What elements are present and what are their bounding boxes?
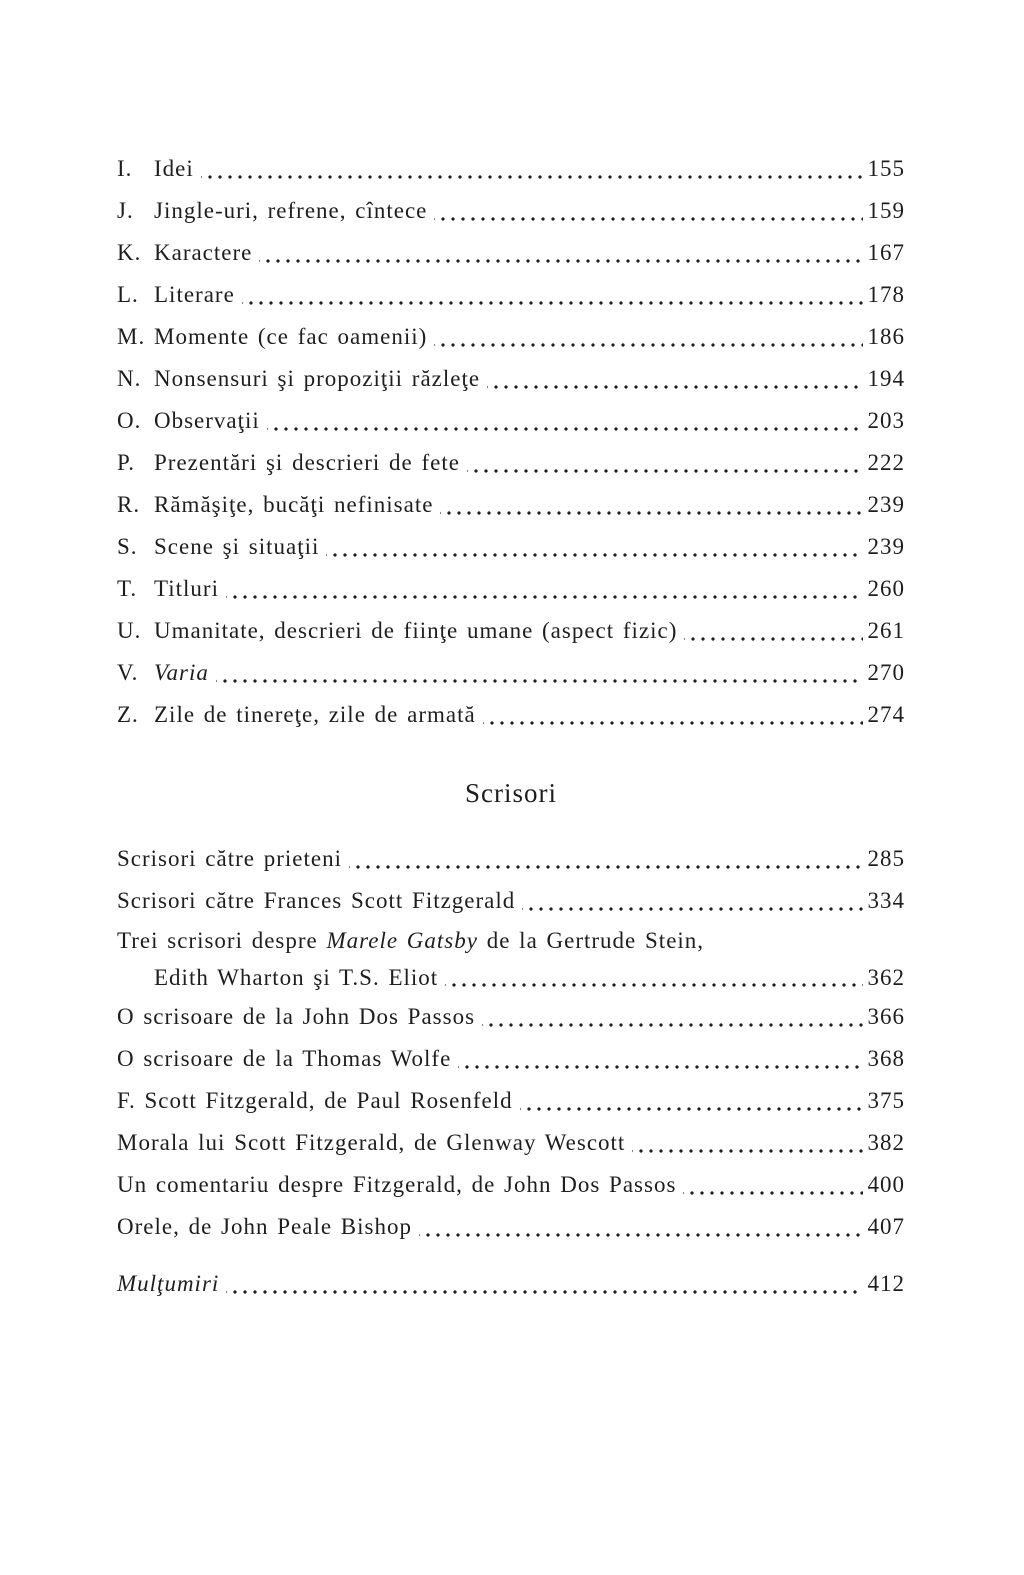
toc-entry-page: 159 (867, 198, 905, 223)
toc-entry-label: T. (117, 576, 138, 601)
toc-entry-title (117, 838, 342, 880)
toc-entry-title (117, 1263, 219, 1305)
dot-leader (419, 1206, 863, 1248)
toc-entry-page: 203 (867, 408, 905, 433)
dot-leader (522, 880, 862, 922)
dot-leader (684, 610, 862, 652)
title-segment: Morala lui Scott Fitzgerald, de Glenway Wescott (117, 1130, 626, 1155)
toc-entry-page: 285 (867, 846, 905, 871)
toc-entry-title (154, 652, 209, 694)
dot-leader (482, 996, 862, 1038)
title-segment: Trei scrisori despre (117, 928, 327, 953)
toc-entry-title (154, 442, 460, 484)
toc-entry-title (117, 996, 475, 1038)
toc-entry-title (117, 1206, 412, 1248)
dot-leader (467, 442, 863, 484)
toc-entry-page: 270 (867, 660, 905, 685)
dot-leader (632, 1122, 862, 1164)
toc-entry-label: K. (117, 240, 142, 265)
title-segment: O scrisoare de la John Dos Passos (117, 1004, 476, 1029)
toc-entry (117, 1206, 905, 1248)
toc-entry-page: 260 (867, 576, 905, 601)
dot-leader (445, 959, 862, 996)
toc-entry-page: 366 (867, 1004, 905, 1029)
title-segment: F. Scott Fitzgerald, de Paul Rosenfeld (117, 1088, 513, 1113)
title-segment: Marele Gatsby (326, 928, 478, 953)
toc-entry-page: 186 (867, 324, 905, 349)
toc-entry-title (154, 484, 433, 526)
toc-entry (117, 316, 905, 358)
toc-entry (117, 996, 905, 1038)
title-segment: Varia (154, 660, 209, 685)
dot-leader (326, 526, 862, 568)
dot-leader (487, 358, 862, 400)
toc-entry-page: 375 (867, 1088, 905, 1113)
toc-entry-title (154, 190, 427, 232)
toc-entry-title (154, 358, 480, 400)
dot-leader (440, 484, 862, 526)
dot-leader (226, 1263, 862, 1305)
dot-leader (259, 232, 862, 274)
toc-entry (117, 1122, 905, 1164)
toc-entry (117, 922, 905, 959)
toc-entry-title (154, 316, 427, 358)
dot-leader (349, 838, 863, 880)
toc-entry-page: 400 (867, 1172, 905, 1197)
toc-entry-title (154, 148, 194, 190)
toc-entry-title (117, 1038, 451, 1080)
toc-entry-title (154, 694, 476, 736)
toc-entry (117, 694, 905, 736)
title-segment: Idei (154, 156, 194, 181)
dot-leader (267, 400, 863, 442)
toc-entry (117, 274, 905, 316)
title-segment: Literare (154, 282, 235, 307)
toc-scrisori-section (117, 838, 905, 1305)
dot-leader (683, 1164, 862, 1206)
section-heading-scrisori: Scrisori (465, 778, 557, 808)
title-segment: Scene şi situaţii (154, 534, 320, 559)
toc-entry-title (154, 568, 219, 610)
toc-entry-label: I. (117, 156, 133, 181)
toc-entry-title (154, 610, 677, 652)
toc-entry-title (117, 880, 515, 922)
toc-entry-page: 222 (867, 450, 905, 475)
dot-leader (242, 274, 863, 316)
toc-entry (117, 959, 905, 996)
toc-entry-page: 261 (867, 618, 905, 643)
toc-entry (117, 526, 905, 568)
title-segment: Jingle-uri, refrene, cîntece (154, 198, 428, 223)
toc-entry-page: 412 (867, 1271, 905, 1296)
title-segment: Titluri (154, 576, 219, 601)
toc-entry-label: Z. (117, 702, 139, 727)
dot-leader (483, 694, 863, 736)
dot-leader (226, 568, 863, 610)
toc-entry (117, 1038, 905, 1080)
toc-entry-label: M. (117, 324, 146, 349)
toc-entry-title (117, 1122, 625, 1164)
dot-leader (201, 148, 863, 190)
toc-entry (117, 484, 905, 526)
toc-entry-label: U. (117, 618, 142, 643)
dot-leader (434, 316, 862, 358)
dot-leader (216, 652, 863, 694)
toc-entry-page: 274 (867, 702, 905, 727)
toc-entry-label: S. (117, 534, 138, 559)
toc-entry-label: R. (117, 492, 141, 517)
toc-entry-title (117, 922, 704, 959)
title-segment: O scrisoare de la Thomas Wolfe (117, 1046, 452, 1071)
toc-entry-page: 407 (867, 1214, 905, 1239)
toc-entry-title (154, 526, 319, 568)
title-segment: Observaţii (154, 408, 260, 433)
title-segment: Umanitate, descrieri de fiinţe umane (aspect fizic) (154, 618, 678, 643)
toc-entry-page: 194 (867, 366, 905, 391)
toc-entry-label: O. (117, 408, 142, 433)
title-segment: Un comentariu despre Fitzgerald, de John Dos Passos (117, 1172, 677, 1197)
toc-entry (117, 358, 905, 400)
toc-entry (117, 568, 905, 610)
toc-entry (117, 1164, 905, 1206)
toc-entry (117, 400, 905, 442)
title-segment: Karactere (154, 240, 253, 265)
toc-entry-label: J. (117, 198, 134, 223)
toc-entry-title (154, 274, 235, 316)
dot-leader (434, 190, 862, 232)
toc-entry-title (117, 1164, 676, 1206)
toc-entry (117, 190, 905, 232)
toc-entry-page: 334 (867, 888, 905, 913)
title-segment: Nonsensuri şi propoziţii răzleţe (154, 366, 481, 391)
toc-entry (117, 232, 905, 274)
toc-entry-title (117, 1080, 513, 1122)
title-segment: Zile de tinereţe, zile de armată (154, 702, 476, 727)
title-segment: Scrisori către prieteni (117, 846, 342, 871)
toc-entry-page: 362 (867, 965, 905, 990)
title-segment: Edith Wharton şi T.S. Eliot (154, 965, 439, 990)
toc-alphabetical-section (117, 148, 905, 736)
toc-entry-title (154, 400, 260, 442)
toc-entry-title (154, 232, 252, 274)
toc-entry-page: 239 (867, 492, 905, 517)
toc-entry-page: 167 (867, 240, 905, 265)
toc-entry-title (117, 959, 438, 996)
toc-entry-page: 368 (867, 1046, 905, 1071)
toc-entry (117, 1263, 905, 1305)
toc-entry-page: 239 (867, 534, 905, 559)
toc-entry (117, 652, 905, 694)
title-segment: Rămăşiţe, bucăţi nefinisate (154, 492, 434, 517)
title-segment: Orele, de John Peale Bishop (117, 1214, 412, 1239)
toc-entry-label: P. (117, 450, 135, 475)
title-segment: Prezentări şi descrieri de fete (154, 450, 460, 475)
toc-entry-page: 155 (867, 156, 905, 181)
toc-entry (117, 442, 905, 484)
toc-entry (117, 880, 905, 922)
dot-leader (458, 1038, 862, 1080)
toc-entry (117, 1080, 905, 1122)
toc-entry-label: N. (117, 366, 142, 391)
title-segment: Scrisori către Frances Scott Fitzgerald (117, 888, 516, 913)
title-segment: de la Gertrude Stein, (477, 928, 705, 953)
dot-leader (520, 1080, 863, 1122)
toc-entry (117, 838, 905, 880)
toc-entry-label: L. (117, 282, 139, 307)
title-segment: Mulţumiri (117, 1271, 220, 1296)
toc-entry-page: 382 (867, 1130, 905, 1155)
toc-entry-page: 178 (867, 282, 905, 307)
toc-entry (117, 148, 905, 190)
title-segment: Momente (ce fac oamenii) (154, 324, 428, 349)
toc-entry (117, 610, 905, 652)
toc-entry-label: V. (117, 660, 139, 685)
